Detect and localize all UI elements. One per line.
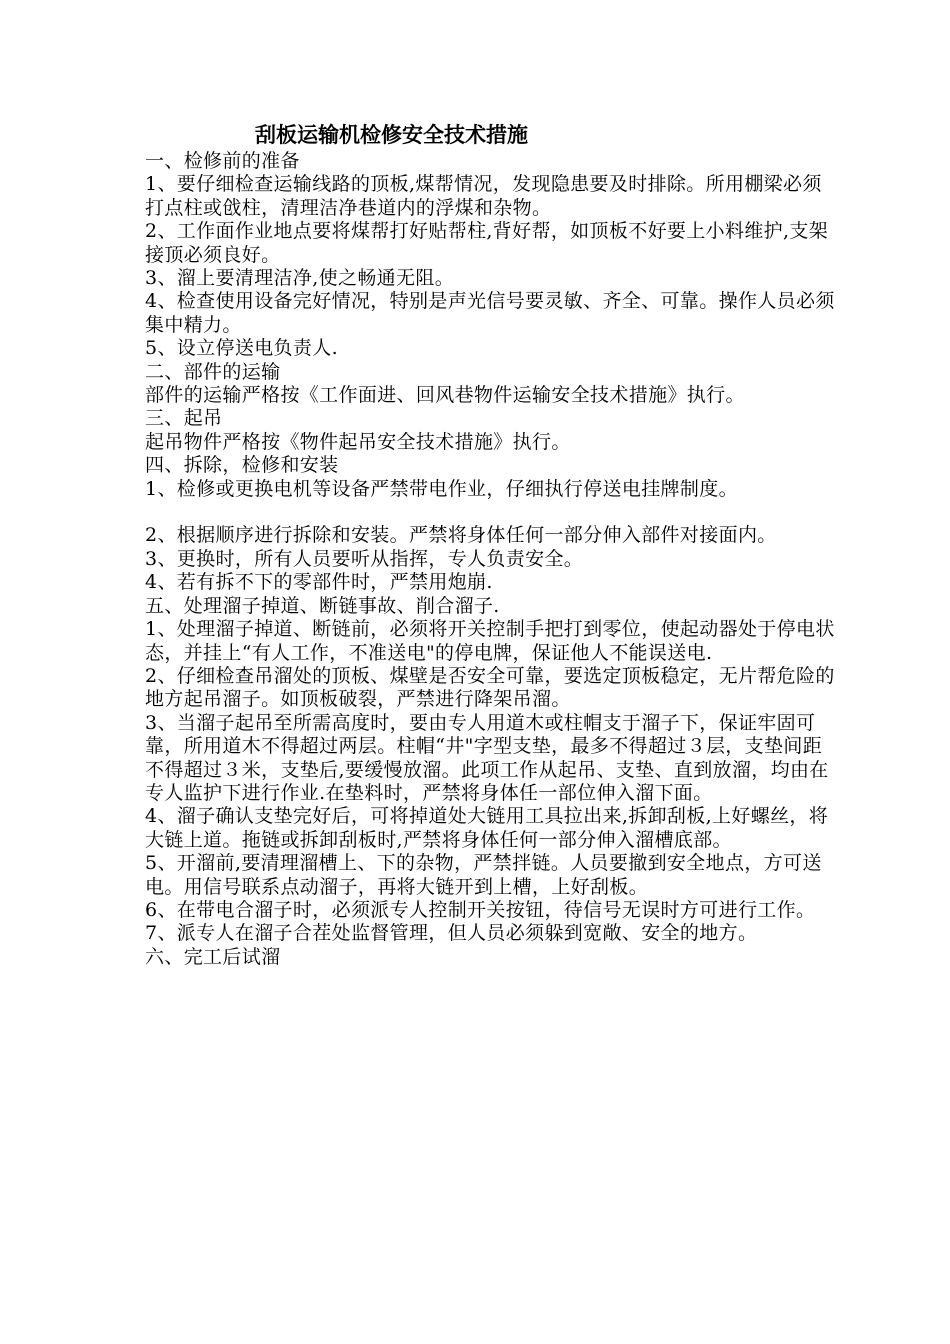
document-body <box>145 150 835 969</box>
paragraph: 3、溜上要清理洁净,使之畅通无阻。 <box>145 267 455 290</box>
paragraph: 起吊物件严格按《物件起吊安全技术措施》执行。 <box>145 430 571 453</box>
paragraph: 1、要仔细检查运输线路的顶板,煤帮情况，发现隐患要及时排除。所用棚梁必须打点柱或戗柱，清理洁净巷道内的浮煤和杂物。 <box>145 173 822 219</box>
paragraph: 4、若有拆不下的零部件时，严禁用炮崩. <box>145 571 493 594</box>
section-heading: 五、处理溜子掉道、断链事故、削合溜子. <box>145 594 500 617</box>
paragraph: 3、更换时，所有人员要听从指挥，专人负责安全。 <box>145 547 584 570</box>
paragraph: 3、当溜子起吊至所需高度时，要由专人用道木或柱帽支于溜子下，保证牢固可靠，所用道木不得超过两层。柱帽“井"字型支垫，最多不得超过３层，支垫间距不得超过３米，支垫后,要缓慢放溜。此项工作从起吊、支垫、直到放溜，均由在专人监护下进行作业.在垫料时，严禁将身体任一部位伸入溜下面。 <box>145 711 829 804</box>
blank-line <box>145 501 835 524</box>
paragraph: 部件的运输严格按《工作面进、回风巷物件运输安全技术措施》执行。 <box>145 384 745 407</box>
section-heading: 一、检修前的准备 <box>145 150 300 172</box>
section-heading: 六、完工后试溜 <box>145 945 281 968</box>
section-heading: 四、拆除，检修和安装 <box>145 454 339 477</box>
paragraph: 6、在带电合溜子时，必须派专人控制开关按钮，待信号无误时方可进行工作。 <box>145 898 816 921</box>
paragraph: 4、检查使用设备完好情况，特别是声光信号要灵敏、齐全、可靠。操作人员必须集中精力。 <box>145 290 835 336</box>
paragraph: 2、根据顺序进行拆除和安装。严禁将身体任何一部分伸入部件对接面内。 <box>145 524 777 547</box>
paragraph: 4、溜子确认支垫完好后，可将掉道处大链用工具拉出来,拆卸刮板,上好螺丝，将大链上道。拖链或拆卸刮板时,严禁将身体任何一部分伸入溜槽底部。 <box>145 805 829 851</box>
document-title: 刮板运输机检修安全技术措施 <box>255 123 528 147</box>
paragraph: 2、仔细检查吊溜处的顶板、煤壁是否安全可靠，要选定顶板稳定，无片帮危险的地方起吊溜子。如顶板破裂，严禁进行降架吊溜。 <box>145 664 835 711</box>
document-page <box>145 120 835 969</box>
paragraph: 2、工作面作业地点要将煤帮打好贴帮柱,背好帮，如顶板不好要上小料维护,支架接顶必须良好。 <box>145 220 829 266</box>
paragraph: 1、检修或更换电机等设备严禁带电作业，仔细执行停送电挂牌制度。 <box>145 477 738 500</box>
section-heading: 三、起吊 <box>145 407 223 430</box>
paragraph: 5、开溜前,要清理溜槽上、下的杂物，严禁拌链。人员要撤到安全地点，方可送电。用信号联系点动溜子，再将大链开到上槽，上好刮板。 <box>145 852 822 898</box>
paragraph: 1、处理溜子掉道、断链前，必须将开关控制手把打到零位，使起动器处于停电状态，并挂上“有人工作，不准送电"的停电牌，保证他人不能误送电. <box>145 618 835 664</box>
paragraph: 5、设立停送电负责人. <box>145 337 338 360</box>
paragraph: 7、派专人在溜子合茬处监督管理，但人员必须躲到宽敞、安全的地方。 <box>145 922 758 945</box>
section-heading: 二、部件的运输 <box>145 360 281 383</box>
